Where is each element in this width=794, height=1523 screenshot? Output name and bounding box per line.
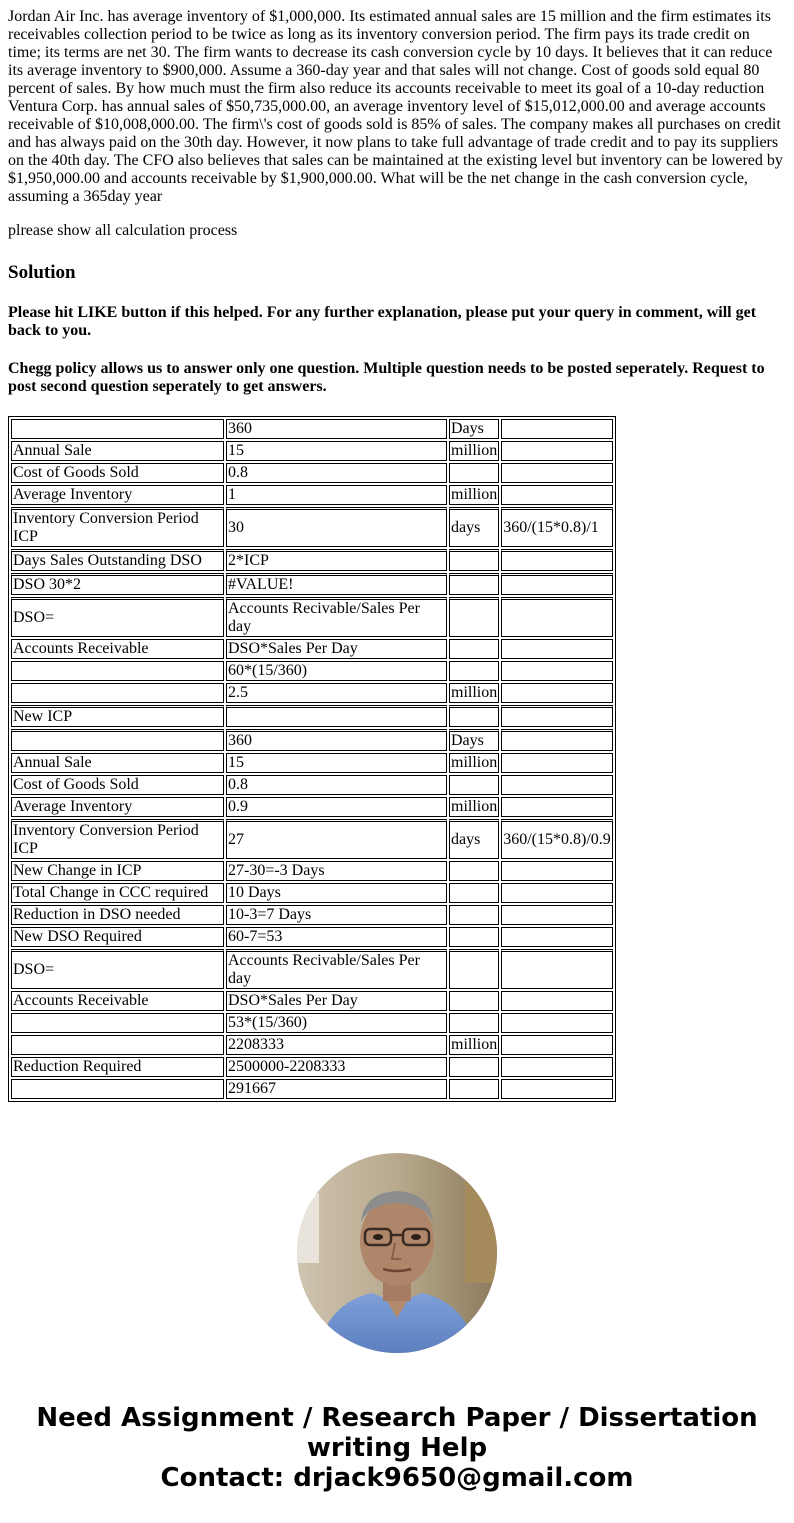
table-cell (501, 1057, 613, 1077)
table-cell (501, 729, 613, 751)
table-cell (501, 861, 613, 881)
table-cell: 15 (226, 753, 447, 773)
table-cell (449, 927, 499, 947)
table-cell: 0.9 (226, 797, 447, 817)
author-avatar (297, 1153, 497, 1353)
table-cell: 360/(15*0.8)/1 (501, 507, 613, 547)
table-cell: million (451, 754, 498, 771)
table-cell (11, 419, 224, 439)
table-cell: million (451, 684, 498, 701)
table-cell (501, 775, 613, 795)
table-cell: Total Change in CCC required (11, 883, 224, 903)
table-row (11, 683, 613, 703)
table-cell (501, 991, 613, 1011)
table-cell (449, 1079, 499, 1099)
table-cell (501, 883, 613, 903)
table-cell: Accounts Recivable/Sales Per day (226, 949, 447, 989)
table-cell: 10-3=7 Days (226, 905, 447, 925)
table-cell (449, 597, 499, 637)
table-cell (11, 1013, 224, 1033)
table-row (11, 1013, 613, 1033)
author-photo (297, 1153, 497, 1353)
table-cell: DSO= (11, 597, 224, 637)
table-cell (449, 1013, 499, 1033)
table-cell: Inventory Conversion Period ICP (11, 819, 224, 859)
table-cell (449, 949, 499, 989)
table-cell: Annual Sale (11, 753, 224, 773)
question-request: plrease show all calculation process (8, 222, 238, 239)
table-cell (501, 1079, 613, 1099)
table-cell: 27 (226, 819, 447, 859)
table-cell: 360 (226, 419, 447, 439)
table-row (11, 507, 613, 547)
table-cell (449, 549, 499, 571)
table-cell (11, 661, 224, 681)
promo-line-1: Need Assignment / Research Paper / Dissertation (36, 1403, 758, 1433)
table-cell (501, 705, 613, 727)
table-cell: Days Sales Outstanding DSO (11, 549, 224, 571)
table-cell (449, 573, 499, 595)
table-cell (449, 463, 499, 483)
calculation-table (8, 416, 616, 1102)
table-cell: Accounts Recivable/Sales Per day (226, 597, 447, 637)
calculation-table-body (11, 419, 613, 1099)
table-cell: 360/(15*0.8)/0.9 (501, 819, 613, 859)
table-cell (501, 1013, 613, 1033)
table-cell (501, 639, 613, 659)
table-row (11, 797, 613, 817)
table-cell: Reduction Required (11, 1057, 224, 1077)
table-row (11, 861, 613, 881)
table-cell (449, 883, 499, 903)
table-cell: Annual Sale (11, 441, 224, 461)
table-cell (501, 683, 613, 703)
table-cell: million (451, 798, 498, 815)
table-cell: Days (449, 419, 499, 439)
table-cell (11, 1079, 224, 1099)
table-cell (449, 639, 499, 659)
promo-banner (0, 1403, 794, 1493)
table-row (11, 661, 613, 681)
table-cell: 0.8 (226, 775, 447, 795)
table-row (11, 1057, 613, 1077)
table-row (11, 753, 613, 773)
table-cell: 60-7=53 (226, 927, 447, 947)
table-cell (501, 905, 613, 925)
table-cell: Accounts Receivable (11, 991, 224, 1011)
table-cell (501, 797, 613, 817)
table-cell: 60*(15/360) (226, 661, 447, 681)
table-cell: 2*ICP (226, 549, 447, 571)
table-cell (501, 661, 613, 681)
solution-heading: Solution (8, 262, 76, 283)
table-row (11, 1079, 613, 1099)
like-note: Please hit LIKE button if this helped. For any further explanation, please put your query in comment, will get back to you. (8, 304, 757, 339)
table-row (11, 419, 613, 439)
table-cell (501, 419, 613, 439)
table-cell: Inventory Conversion Period ICP (11, 507, 224, 547)
table-cell: Average Inventory (11, 797, 224, 817)
promo-contact: Contact: drjack9650@gmail.com (160, 1463, 634, 1493)
table-cell (449, 991, 499, 1011)
table-row (11, 905, 613, 925)
table-row (11, 775, 613, 795)
table-cell (501, 485, 613, 505)
table-cell: 27-30=-3 Days (226, 861, 447, 881)
table-cell: Accounts Receivable (11, 639, 224, 659)
table-cell: 2500000-2208333 (226, 1057, 447, 1077)
table-cell (501, 573, 613, 595)
table-cell: 30 (226, 507, 447, 547)
table-cell: 291667 (226, 1079, 447, 1099)
table-row (11, 949, 613, 989)
table-row (11, 1035, 613, 1055)
table-cell (501, 463, 613, 483)
table-cell (449, 905, 499, 925)
table-cell: 10 Days (226, 883, 447, 903)
table-row (11, 705, 613, 727)
table-cell (449, 1057, 499, 1077)
table-cell: days (449, 507, 499, 547)
table-cell: Cost of Goods Sold (11, 775, 224, 795)
table-cell (501, 753, 613, 773)
table-row (11, 639, 613, 659)
table-row (11, 463, 613, 483)
table-cell: Days (449, 729, 499, 751)
table-cell: DSO 30*2 (11, 573, 224, 595)
table-cell (449, 661, 499, 681)
table-row (11, 819, 613, 859)
table-cell (226, 705, 447, 727)
table-cell (501, 549, 613, 571)
table-cell (11, 729, 224, 751)
table-cell: million (451, 1036, 498, 1053)
promo-line-2: writing Help (306, 1433, 488, 1463)
table-row (11, 597, 613, 637)
table-cell: New DSO Required (11, 927, 224, 947)
table-cell (449, 861, 499, 881)
table-cell: #VALUE! (226, 573, 447, 595)
table-cell: 360 (226, 729, 447, 751)
table-cell (501, 949, 613, 989)
table-row (11, 729, 613, 751)
table-row (11, 485, 613, 505)
table-cell: 2208333 (226, 1035, 447, 1055)
question-text: Jordan Air Inc. has average inventory of $1,000,000. Its estimated annual sales are 15 million and the firm estimates its receivables collection period to be twice as long as its inventory conversion period. The firm pays its trade credit on time; its terms are net 30. The firm wants to decrease its cash conversion cycle by 10 days. It believes that it can reduce its average inventory to $900,000. Assume a 360-day year and that sales will not change. Cost of goods sold equal 80 percent of sales. By how much must the firm also reduce its accounts receivable to meet its goal of a 10-day reduction Ventura Corp. has annual sales of $50,735,000.00, an average inventory level of $15,012,000.00 and average accounts receivable of $10,008,000.00. The firm\'s cost of goods sold is 85% of sales. The company makes all purchases on credit and has always paid on the 30th day. However, it now plans to take full advantage of trade credit and to pay its suppliers on the 40th day. The CFO also believes that sales can be maintained at the existing level but inventory can be lowered by $1,950,000.00 and accounts receivable by $1,900,000.00. What will be the net change in the cash conversion cycle, assuming a 365day year (8, 8, 783, 205)
table-cell: million (451, 486, 498, 503)
table-row (11, 883, 613, 903)
table-row (11, 549, 613, 571)
table-cell: Average Inventory (11, 485, 224, 505)
table-row (11, 573, 613, 595)
table-cell: 15 (226, 441, 447, 461)
table-cell: DSO*Sales Per Day (226, 639, 447, 659)
table-cell: million (451, 442, 498, 459)
table-cell: Cost of Goods Sold (11, 463, 224, 483)
table-cell: 2.5 (226, 683, 447, 703)
table-cell (11, 1035, 224, 1055)
table-cell: New ICP (11, 705, 224, 727)
table-cell: 53*(15/360) (226, 1013, 447, 1033)
table-cell: 1 (226, 485, 447, 505)
table-cell (11, 683, 224, 703)
table-cell (501, 927, 613, 947)
table-cell: DSO= (11, 949, 224, 989)
table-cell: New Change in ICP (11, 861, 224, 881)
table-row (11, 441, 613, 461)
table-cell (449, 775, 499, 795)
table-cell: days (449, 819, 499, 859)
table-cell (501, 597, 613, 637)
table-row (11, 991, 613, 1011)
table-cell (449, 705, 499, 727)
table-cell (501, 1035, 613, 1055)
table-cell: DSO*Sales Per Day (226, 991, 447, 1011)
table-cell (501, 441, 613, 461)
table-row (11, 927, 613, 947)
table-cell: 0.8 (226, 463, 447, 483)
table-cell: Reduction in DSO needed (11, 905, 224, 925)
policy-note: Chegg policy allows us to answer only one question. Multiple question needs to be posted seperately. Request to post second question seperately to get answers. (8, 360, 765, 395)
